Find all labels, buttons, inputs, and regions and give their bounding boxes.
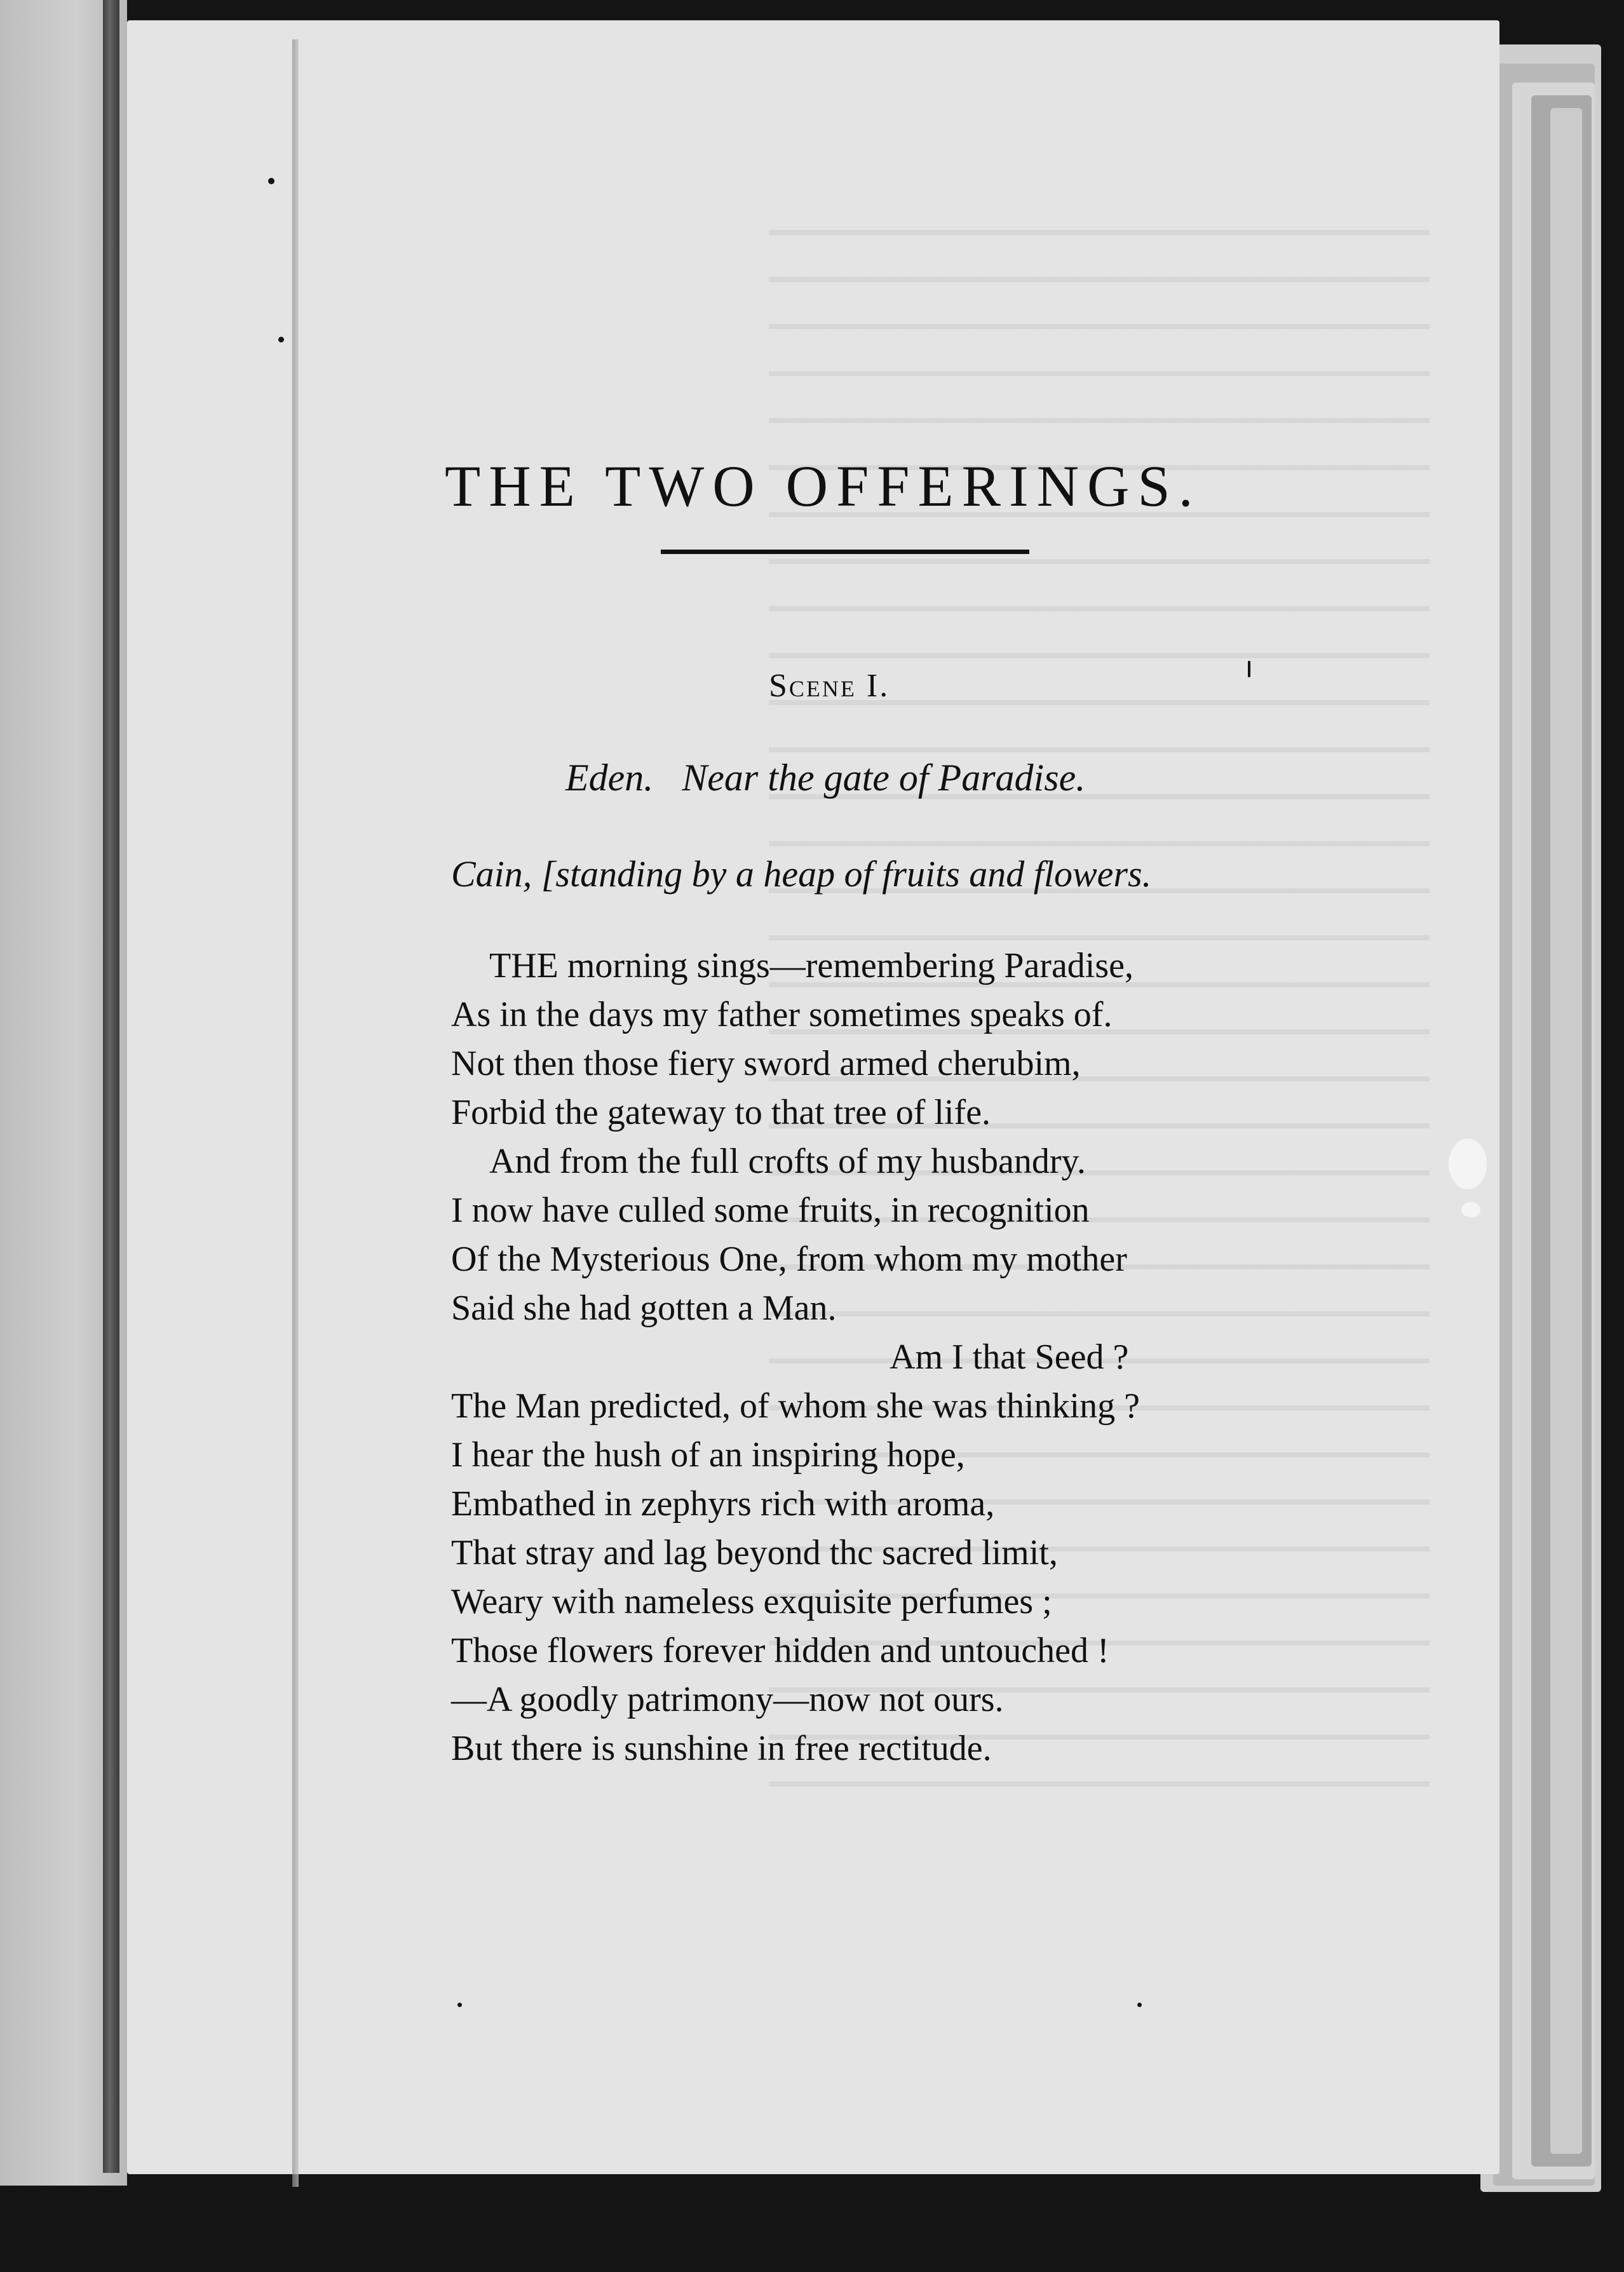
stage-direction-text: [standing by a heap of fruits and flowers. bbox=[541, 853, 1152, 895]
verse-line: Not then those fiery sword armed cherubim, bbox=[451, 1044, 1081, 1083]
page-edge bbox=[1550, 108, 1582, 2154]
verse-line: Am I that Seed ? bbox=[890, 1337, 1129, 1377]
verse-line: Said she had gotten a Man. bbox=[451, 1288, 837, 1328]
verse-line: THE morning sings—remembering Paradise, bbox=[489, 946, 1134, 985]
verse-line: Of the Mysterious One, from whom my mother bbox=[451, 1240, 1127, 1279]
speaker-name: Cain, bbox=[451, 853, 532, 895]
verse-line: I hear the hush of an inspiring hope, bbox=[451, 1435, 965, 1475]
scene-heading: Scene I. bbox=[769, 668, 890, 704]
verse-line: Weary with nameless exquisite perfumes ; bbox=[451, 1582, 1052, 1621]
verse-line: Forbid the gateway to that tree of life. bbox=[451, 1093, 991, 1132]
book-gutter bbox=[103, 0, 119, 2173]
book-page bbox=[127, 20, 1499, 2174]
verse-line: Those flowers forever hidden and untouched ! bbox=[451, 1631, 1109, 1670]
verse-line: But there is sunshine in free rectitude. bbox=[451, 1729, 992, 1768]
verse-line: —A goodly patrimony—now not ours. bbox=[451, 1680, 1004, 1719]
scene-setting: Eden. Near the gate of Paradise. bbox=[565, 757, 1086, 799]
verse-line: I now have culled some fruits, in recognition bbox=[451, 1191, 1090, 1230]
verse-line: And from the full crofts of my husbandry. bbox=[489, 1142, 1086, 1181]
verse-line: As in the days my father sometimes speaks of. bbox=[451, 995, 1113, 1034]
page-title: THE TWO OFFERINGS. bbox=[445, 454, 1201, 518]
page-text bbox=[127, 20, 1499, 2174]
verse-line: The Man predicted, of whom she was thinking ? bbox=[451, 1386, 1140, 1426]
verse-line: Embathed in zephyrs rich with aroma, bbox=[451, 1484, 995, 1524]
verse-line: That stray and lag beyond thc sacred limit, bbox=[451, 1533, 1058, 1572]
stage-direction bbox=[451, 853, 1151, 895]
title-rule bbox=[661, 550, 1029, 554]
